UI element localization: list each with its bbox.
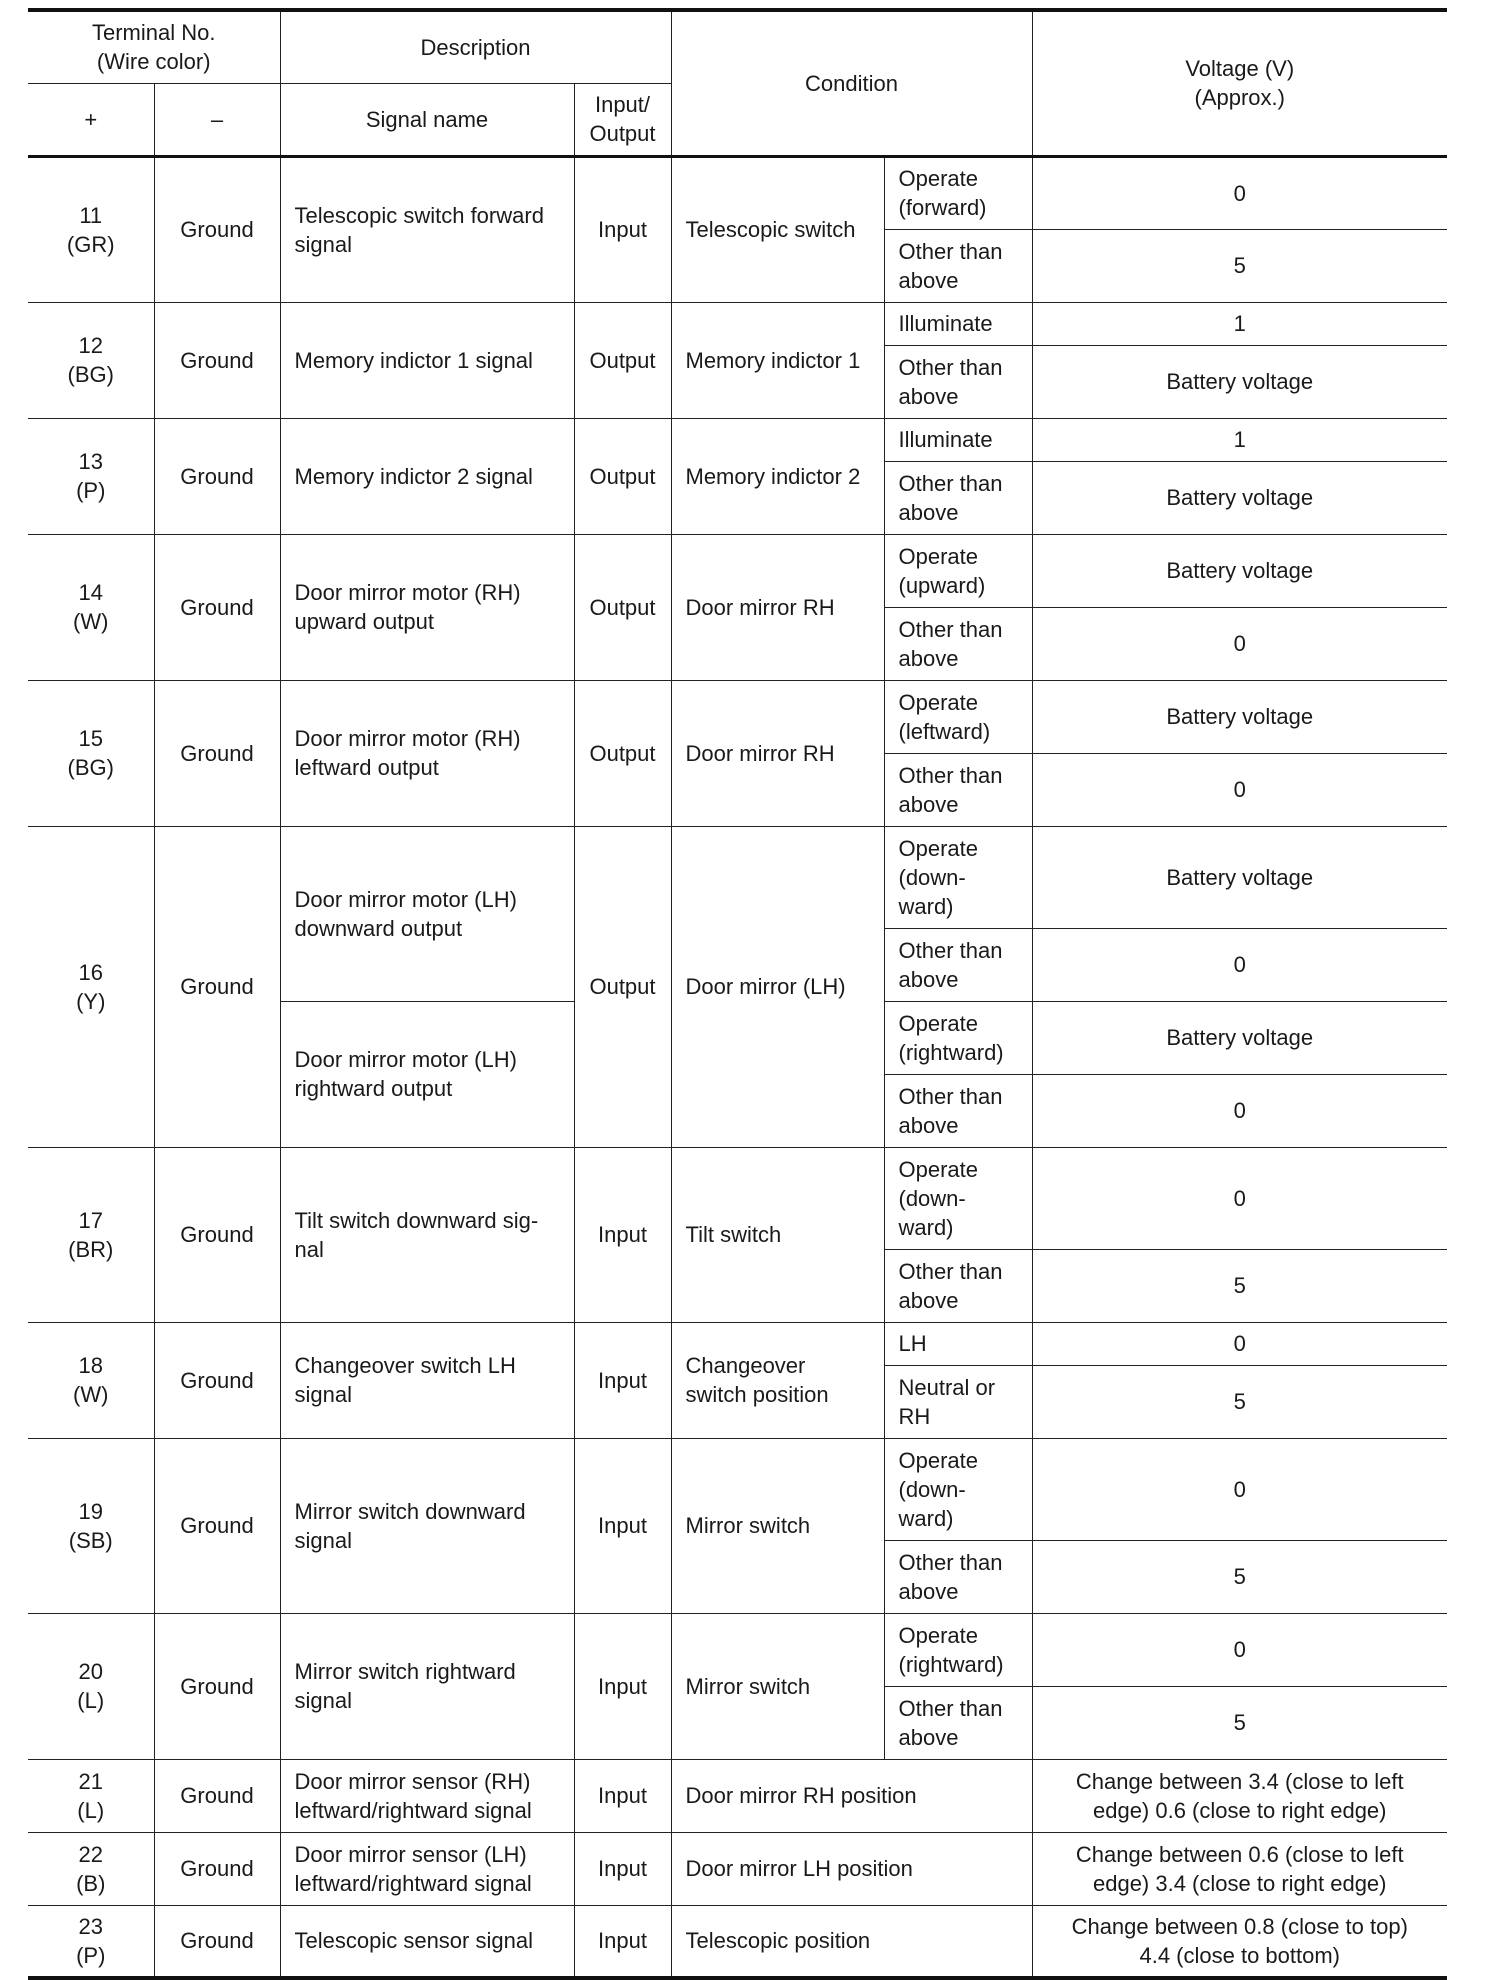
signal-name-cell: Mirror switch downward signal xyxy=(280,1438,574,1613)
sub-condition-cell: Other than above xyxy=(884,1540,1032,1613)
wire-color: (GR) xyxy=(66,231,115,257)
terminal-number-cell xyxy=(28,1438,154,1613)
ground-cell: Ground xyxy=(154,1613,280,1759)
table-row xyxy=(28,156,1447,229)
ground-cell: Ground xyxy=(154,534,280,680)
terminal-number: 18 xyxy=(78,1353,103,1378)
table-row xyxy=(28,302,1447,345)
ground-cell: Ground xyxy=(154,1322,280,1438)
signal-name-cell: Door mirror sensor (LH) leftward/rightward signal xyxy=(280,1832,574,1905)
ground-cell: Ground xyxy=(154,1147,280,1322)
table-row xyxy=(28,1759,1447,1832)
signal-name-cell: Changeover switch LH signal xyxy=(280,1322,574,1438)
io-cell: Output xyxy=(574,302,671,418)
voltage-cell: 0 xyxy=(1032,607,1447,680)
io-cell: Input xyxy=(574,1759,671,1832)
sub-condition-cell: Other than above xyxy=(884,753,1032,826)
sub-condition-cell: Operate (upward) xyxy=(884,534,1032,607)
condition-cell: Telescopic switch xyxy=(671,156,884,302)
signal-name-cell: Tilt switch downward sig-nal xyxy=(280,1147,574,1322)
table-row xyxy=(28,418,1447,461)
minus-header: – xyxy=(154,83,280,156)
sub-condition-cell: Other than above xyxy=(884,607,1032,680)
signal-name-cell: Memory indictor 1 signal xyxy=(280,302,574,418)
sub-condition-cell: Operate (down-ward) xyxy=(884,1438,1032,1540)
ground-cell: Ground xyxy=(154,418,280,534)
voltage-cell: 0 xyxy=(1032,1074,1447,1147)
terminal-number: 13 xyxy=(78,449,103,474)
sub-condition-cell: Operate (rightward) xyxy=(884,1001,1032,1074)
ground-cell: Ground xyxy=(154,680,280,826)
table-row xyxy=(28,1147,1447,1249)
voltage-cell: 5 xyxy=(1032,1540,1447,1613)
condition-cell: Door mirror RH xyxy=(671,680,884,826)
table-body xyxy=(28,156,1447,1978)
table-row xyxy=(28,1322,1447,1365)
condition-cell: Memory indictor 2 xyxy=(671,418,884,534)
voltage-cell: 5 xyxy=(1032,1686,1447,1759)
sub-condition-cell: Operate (down-ward) xyxy=(884,826,1032,928)
signal-name-cell: Telescopic sensor signal xyxy=(280,1905,574,1978)
terminal-number: 14 xyxy=(78,580,103,605)
wire-color: (BG) xyxy=(67,755,114,780)
terminal-number-cell xyxy=(28,680,154,826)
io-cell: Output xyxy=(574,418,671,534)
wire-color: (BR) xyxy=(68,1236,114,1262)
voltage-cell: Battery voltage xyxy=(1032,826,1447,928)
sub-condition-cell: Illuminate xyxy=(884,302,1032,345)
approx-label: (Approx.) xyxy=(1194,85,1285,111)
voltage-cell: 0 xyxy=(1032,1147,1447,1249)
voltage-cell: 5 xyxy=(1032,229,1447,302)
ground-cell: Ground xyxy=(154,156,280,302)
signal-name-cell: Door mirror motor (RH) leftward output xyxy=(280,680,574,826)
sub-condition-cell: Operate (down-ward) xyxy=(884,1147,1032,1249)
table-row xyxy=(28,1438,1447,1540)
io-cell: Output xyxy=(574,680,671,826)
io-cell: Input xyxy=(574,1438,671,1613)
terminal-number-cell xyxy=(28,1147,154,1322)
condition-cell: Door mirror RH position xyxy=(671,1759,1032,1832)
terminal-no-label: Terminal No. xyxy=(92,20,216,46)
voltage-cell: 5 xyxy=(1032,1365,1447,1438)
ground-cell: Ground xyxy=(154,1832,280,1905)
condition-cell: Memory indictor 1 xyxy=(671,302,884,418)
voltage-cell: 0 xyxy=(1032,1613,1447,1686)
condition-header: Condition xyxy=(671,10,1032,156)
terminal-number: 17 xyxy=(78,1207,103,1233)
voltage-cell: Battery voltage xyxy=(1032,461,1447,534)
condition-cell: Door mirror LH position xyxy=(671,1832,1032,1905)
voltage-cell: 5 xyxy=(1032,1249,1447,1322)
ground-cell: Ground xyxy=(154,826,280,1147)
terminal-number: 11 xyxy=(79,202,103,228)
terminal-number-cell xyxy=(28,1905,154,1978)
terminal-number-cell xyxy=(28,826,154,1147)
terminal-number: 23 xyxy=(78,1913,103,1939)
io-cell: Output xyxy=(574,826,671,1147)
sub-condition-cell: Other than above xyxy=(884,1686,1032,1759)
wire-color: (Y) xyxy=(76,988,106,1014)
terminal-no-header xyxy=(28,10,280,83)
io-cell: Output xyxy=(574,534,671,680)
signal-name-cell: Door mirror motor (LH) downward output xyxy=(280,826,574,1001)
ground-cell: Ground xyxy=(154,1759,280,1832)
description-header: Description xyxy=(280,10,671,83)
signal-name-cell: Memory indictor 2 signal xyxy=(280,418,574,534)
sub-condition-cell: Operate (leftward) xyxy=(884,680,1032,753)
sub-condition-cell: LH xyxy=(884,1322,1032,1365)
ground-cell: Ground xyxy=(154,1438,280,1613)
sub-condition-cell: Other than above xyxy=(884,229,1032,302)
io-cell: Input xyxy=(574,1905,671,1978)
terminal-number: 15 xyxy=(78,726,103,751)
wire-color: (L) xyxy=(77,1688,105,1713)
ground-cell: Ground xyxy=(154,302,280,418)
terminal-number: 19 xyxy=(78,1498,103,1524)
voltage-cell: 0 xyxy=(1032,156,1447,229)
input-label: Input/ xyxy=(594,92,651,117)
table-row xyxy=(28,1832,1447,1905)
sub-condition-cell: Other than above xyxy=(884,928,1032,1001)
voltage-cell: Battery voltage xyxy=(1032,680,1447,753)
voltage-cell: 0 xyxy=(1032,1438,1447,1540)
sub-condition-cell: Operate (forward) xyxy=(884,156,1032,229)
condition-cell: Mirror switch xyxy=(671,1613,884,1759)
condition-cell: Door mirror (LH) xyxy=(671,826,884,1147)
io-cell: Input xyxy=(574,1832,671,1905)
wire-color: (SB) xyxy=(68,1527,113,1553)
voltage-cell: Battery voltage xyxy=(1032,1001,1447,1074)
sub-condition-cell: Illuminate xyxy=(884,418,1032,461)
terminal-table-container xyxy=(28,8,1447,1980)
terminal-number-cell xyxy=(28,156,154,302)
table-row xyxy=(28,1905,1447,1978)
table-row xyxy=(28,534,1447,607)
voltage-cell: 1 xyxy=(1032,302,1447,345)
table-row xyxy=(28,1613,1447,1686)
input-output-header xyxy=(574,83,671,156)
sub-condition-cell: Other than above xyxy=(884,1249,1032,1322)
plus-header: + xyxy=(28,83,154,156)
voltage-cell: 0 xyxy=(1032,928,1447,1001)
signal-name-header: Signal name xyxy=(280,83,574,156)
table-row xyxy=(28,826,1447,928)
condition-cell: Door mirror RH xyxy=(671,534,884,680)
sub-condition-cell: Neutral or RH xyxy=(884,1365,1032,1438)
wire-color: (P) xyxy=(76,1942,106,1968)
signal-name-cell: Telescopic switch forward signal xyxy=(280,156,574,302)
terminal-number-cell xyxy=(28,1832,154,1905)
terminal-number-cell xyxy=(28,1759,154,1832)
wire-color: (P) xyxy=(76,478,106,503)
terminal-number-cell xyxy=(28,302,154,418)
ground-cell: Ground xyxy=(154,1905,280,1978)
terminal-number-cell xyxy=(28,534,154,680)
voltage-cell: Change between 0.6 (close to left edge) 3.4 (close to right edge) xyxy=(1032,1832,1447,1905)
terminal-number: 22 xyxy=(78,1841,103,1867)
terminal-number-cell xyxy=(28,418,154,534)
sub-condition-cell: Other than above xyxy=(884,1074,1032,1147)
wire-color: (W) xyxy=(73,609,109,634)
wire-color: (W) xyxy=(73,1382,109,1407)
voltage-cell: Battery voltage xyxy=(1032,534,1447,607)
terminal-number: 16 xyxy=(78,959,103,985)
condition-cell: Mirror switch xyxy=(671,1438,884,1613)
output-label: Output xyxy=(589,121,656,146)
voltage-label: Voltage (V) xyxy=(1185,56,1295,82)
voltage-cell: 0 xyxy=(1032,753,1447,826)
terminal-number: 20 xyxy=(78,1659,103,1684)
condition-cell: Telescopic position xyxy=(671,1905,1032,1978)
io-cell: Input xyxy=(574,1613,671,1759)
signal-name-cell: Door mirror motor (RH) upward output xyxy=(280,534,574,680)
signal-name-cell: Door mirror sensor (RH) leftward/rightward signal xyxy=(280,1759,574,1832)
signal-name-cell: Door mirror motor (LH) rightward output xyxy=(280,1001,574,1147)
voltage-header xyxy=(1032,10,1447,156)
voltage-cell: Change between 3.4 (close to left edge) 0.6 (close to right edge) xyxy=(1032,1759,1447,1832)
terminal-number: 12 xyxy=(78,333,103,358)
wire-color: (B) xyxy=(76,1870,106,1896)
voltage-cell: 1 xyxy=(1032,418,1447,461)
terminal-number: 21 xyxy=(78,1768,103,1794)
terminal-number-cell xyxy=(28,1322,154,1438)
terminal-table xyxy=(28,8,1447,1980)
io-cell: Input xyxy=(574,156,671,302)
voltage-cell: Battery voltage xyxy=(1032,345,1447,418)
table-row xyxy=(28,680,1447,753)
sub-condition-cell: Other than above xyxy=(884,345,1032,418)
io-cell: Input xyxy=(574,1147,671,1322)
voltage-cell: Change between 0.8 (close to top) 4.4 (close to bottom) xyxy=(1032,1905,1447,1978)
wire-color: (BG) xyxy=(67,362,114,387)
wire-color-label: (Wire color) xyxy=(96,49,211,75)
voltage-cell: 0 xyxy=(1032,1322,1447,1365)
condition-cell: Changeover switch position xyxy=(671,1322,884,1438)
sub-condition-cell: Other than above xyxy=(884,461,1032,534)
condition-cell: Tilt switch xyxy=(671,1147,884,1322)
io-cell: Input xyxy=(574,1322,671,1438)
signal-name-cell: Mirror switch rightward signal xyxy=(280,1613,574,1759)
wire-color: (L) xyxy=(77,1797,105,1823)
terminal-number-cell xyxy=(28,1613,154,1759)
sub-condition-cell: Operate (rightward) xyxy=(884,1613,1032,1686)
